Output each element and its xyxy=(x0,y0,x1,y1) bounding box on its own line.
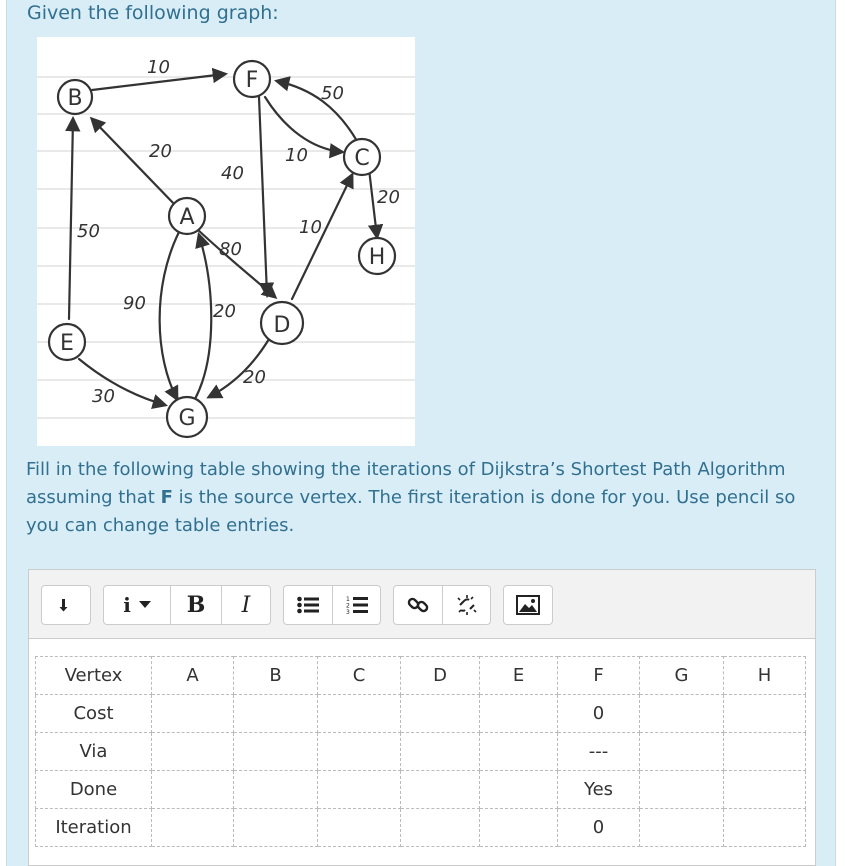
weight-a-g: 90 xyxy=(123,293,146,314)
table-cell[interactable]: Iteration xyxy=(36,809,152,847)
weight-c-f: 10 xyxy=(285,145,308,166)
table-row xyxy=(36,695,806,733)
table-row xyxy=(36,809,806,847)
svg-text:3: 3 xyxy=(346,609,350,615)
table-cell[interactable] xyxy=(401,771,480,809)
table-cell[interactable] xyxy=(401,733,480,771)
table-cell[interactable] xyxy=(152,695,234,733)
table-cell[interactable]: G xyxy=(640,657,724,695)
edge-f-c xyxy=(265,97,342,152)
weight-a-b: 20 xyxy=(149,141,172,162)
table-cell[interactable] xyxy=(234,695,318,733)
numbered-list-button[interactable] xyxy=(333,586,381,624)
info-button[interactable]: i xyxy=(104,586,170,624)
table-cell[interactable]: F xyxy=(558,657,640,695)
table-cell[interactable] xyxy=(724,771,806,809)
table-cell[interactable] xyxy=(724,733,806,771)
table-cell[interactable]: H xyxy=(724,657,806,695)
edge-c-f xyxy=(277,81,357,141)
table-cell[interactable] xyxy=(640,695,724,733)
svg-text:H: H xyxy=(368,245,386,270)
list-group xyxy=(283,585,381,625)
rich-text-editor[interactable] xyxy=(28,569,816,866)
edge-e-b xyxy=(69,119,73,319)
table-row xyxy=(36,771,806,809)
table-cell[interactable] xyxy=(234,771,318,809)
weight-g-a: 20 xyxy=(213,301,236,322)
table-cell[interactable] xyxy=(152,809,234,847)
link-group xyxy=(393,585,491,625)
table-cell[interactable] xyxy=(724,695,806,733)
table-cell[interactable] xyxy=(640,771,724,809)
svg-text:E: E xyxy=(60,331,74,356)
numbered-list-icon xyxy=(346,595,368,615)
weight-a-d: 80 xyxy=(219,239,242,260)
table-cell[interactable] xyxy=(640,809,724,847)
pilcrow-arrow-icon xyxy=(59,597,73,613)
table-cell[interactable]: C xyxy=(318,657,401,695)
table-cell[interactable] xyxy=(480,733,558,771)
table-cell[interactable] xyxy=(234,809,318,847)
table-cell[interactable] xyxy=(318,771,401,809)
table-cell[interactable] xyxy=(318,809,401,847)
table-cell[interactable]: Yes xyxy=(558,771,640,809)
table-cell[interactable] xyxy=(318,733,401,771)
svg-text:A: A xyxy=(179,205,195,230)
node-c xyxy=(344,139,380,175)
table-cell[interactable]: B xyxy=(234,657,318,695)
table-cell[interactable] xyxy=(480,771,558,809)
editor-toolbar xyxy=(29,570,815,639)
node-e xyxy=(49,324,85,360)
weight-d-c: 10 xyxy=(299,217,322,238)
question-title: Given the following graph: xyxy=(27,2,279,24)
svg-text:C: C xyxy=(354,146,370,171)
svg-text:G: G xyxy=(178,406,196,431)
table-cell[interactable] xyxy=(640,733,724,771)
italic-button[interactable]: I xyxy=(241,592,251,618)
node-b xyxy=(58,80,92,114)
table-cell[interactable]: Vertex xyxy=(36,657,152,695)
image-icon xyxy=(516,595,540,615)
weight-f-d: 40 xyxy=(221,163,244,184)
svg-text:B: B xyxy=(67,86,83,111)
weight-d-g: 20 xyxy=(243,367,266,388)
edge-a-g xyxy=(160,232,179,399)
image-group xyxy=(503,585,553,625)
node-a xyxy=(169,198,205,234)
table-cell[interactable] xyxy=(401,695,480,733)
table-cell[interactable]: 0 xyxy=(558,695,640,733)
node-f xyxy=(234,61,270,97)
chevron-down-icon xyxy=(139,601,151,609)
node-h xyxy=(359,238,395,274)
table-cell[interactable] xyxy=(480,809,558,847)
table-cell[interactable]: 0 xyxy=(558,809,640,847)
paragraph-format-button[interactable] xyxy=(42,586,90,624)
table-cell[interactable] xyxy=(152,771,234,809)
weight-e-g: 30 xyxy=(92,386,115,407)
table-cell[interactable] xyxy=(234,733,318,771)
table-cell[interactable]: Cost xyxy=(36,695,152,733)
svg-text:D: D xyxy=(273,313,291,338)
dijkstra-table xyxy=(35,656,806,847)
paragraph-group xyxy=(41,585,91,625)
table-cell[interactable]: --- xyxy=(558,733,640,771)
link-button[interactable] xyxy=(394,586,442,624)
table-row xyxy=(36,733,806,771)
unlink-button[interactable] xyxy=(443,586,491,624)
bullet-list-button[interactable] xyxy=(284,586,332,624)
table-cell[interactable]: D xyxy=(401,657,480,695)
instructions-text: Fill in the following table showing the iterations of Dijkstra’s Shortest Path Algorithm assuming that F is the source vertex. The first iteration is done for you. Use pencil so you can change table entries. xyxy=(26,459,796,536)
table-cell[interactable]: Done xyxy=(36,771,152,809)
image-button[interactable] xyxy=(504,586,552,624)
weight-c-h: 20 xyxy=(377,187,400,208)
link-icon xyxy=(407,594,429,616)
table-cell[interactable] xyxy=(401,809,480,847)
table-cell[interactable] xyxy=(724,809,806,847)
edge-c-h xyxy=(369,169,377,237)
table-cell[interactable]: Via xyxy=(36,733,152,771)
weight-f-c: 50 xyxy=(321,83,344,104)
bold-button[interactable]: B xyxy=(186,592,206,618)
table-row xyxy=(36,657,806,695)
unlink-icon xyxy=(456,594,478,616)
weight-e-b: 50 xyxy=(77,221,100,242)
source-vertex: F xyxy=(160,487,173,508)
table-cell[interactable]: A xyxy=(152,657,234,695)
table-cell[interactable] xyxy=(318,695,401,733)
edge-g-a xyxy=(195,235,211,399)
svg-text:1: 1 xyxy=(346,596,350,603)
node-g xyxy=(167,397,207,437)
svg-text:F: F xyxy=(245,68,259,93)
weight-b-f: 10 xyxy=(147,57,170,78)
graph-image xyxy=(37,37,415,446)
node-d xyxy=(261,302,303,344)
table-cell[interactable] xyxy=(480,695,558,733)
format-group xyxy=(103,585,271,625)
table-cell[interactable]: E xyxy=(480,657,558,695)
bullet-list-icon xyxy=(297,596,319,614)
svg-text:2: 2 xyxy=(346,602,350,610)
edge-a-b xyxy=(92,119,177,207)
table-cell[interactable] xyxy=(152,733,234,771)
